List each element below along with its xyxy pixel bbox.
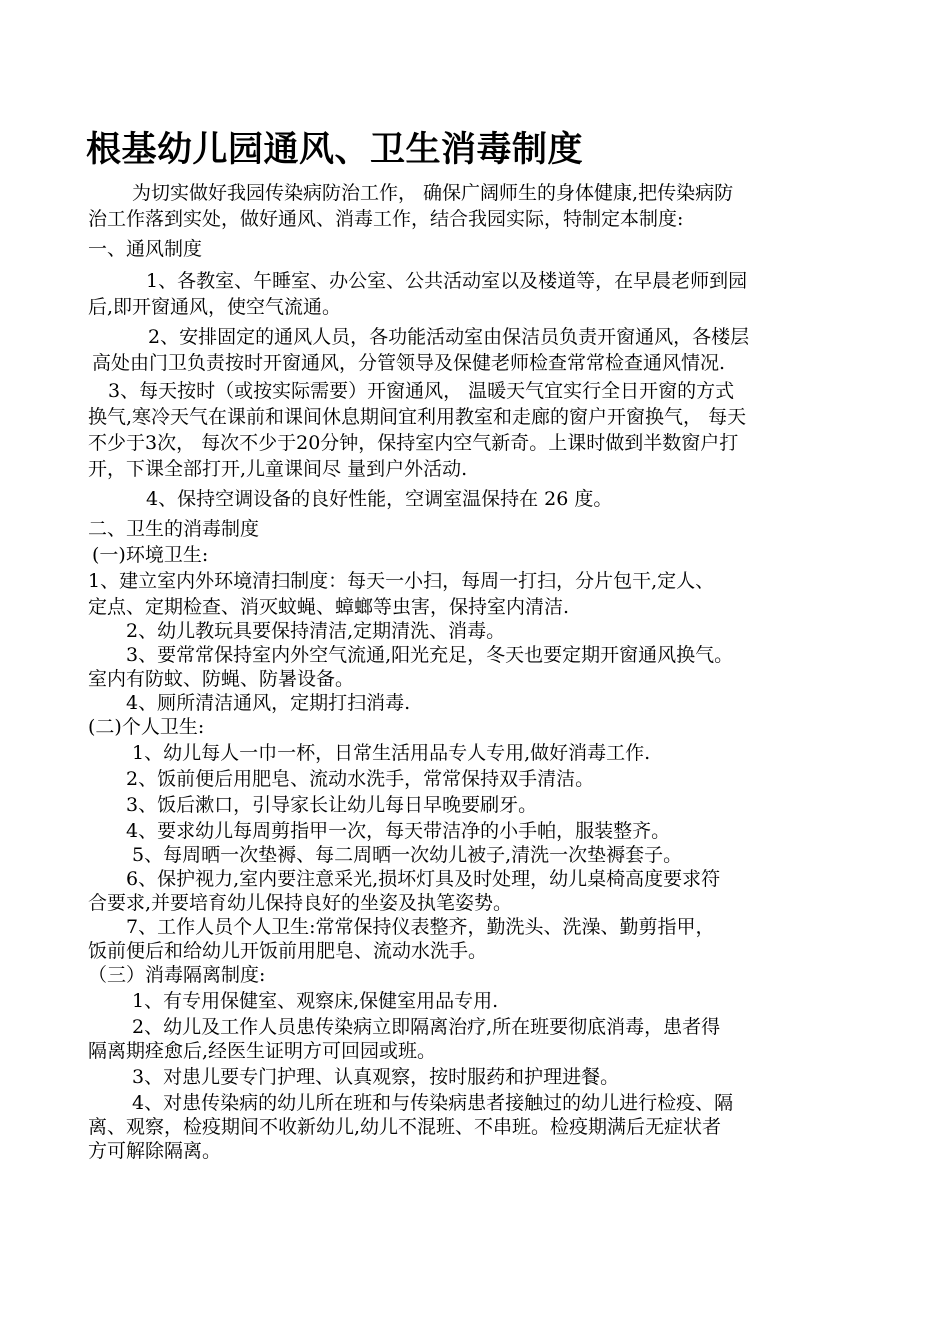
section-heading-ventilation: 一、通风制度 bbox=[88, 238, 203, 260]
subsection-heading-disinfection: （三）消毒隔离制度: bbox=[88, 964, 266, 986]
section-heading-hygiene: 二、卫生的消毒制度 bbox=[88, 518, 260, 540]
disinfection-item-4-line-1: 4、对患传染病的幼儿所在班和与传染病患者接触过的幼儿进行检疫、隔 bbox=[132, 1092, 734, 1114]
ventilation-item-3-line-2: 换气,寒冷天气在课前和课间休息期间宜利用教室和走廊的窗户开窗换气， 每天 bbox=[88, 406, 747, 428]
subsection-heading-environment: (一)环境卫生: bbox=[92, 544, 209, 566]
ventilation-item-3-line-4: 开，下课全部打开,儿童课间尽 量到户外活动. bbox=[88, 458, 468, 480]
disinfection-item-2-line-1: 2、幼儿及工作人员患传染病立即隔离治疗,所在班要彻底消毒，患者得 bbox=[132, 1016, 721, 1038]
environment-item-4: 4、厕所清洁通风，定期打扫消毒. bbox=[126, 692, 411, 714]
environment-item-2: 2、幼儿教玩具要保持清洁,定期清洗、消毒。 bbox=[126, 620, 506, 642]
personal-item-4: 4、要求幼儿每周剪指甲一次，每天带洁净的小手帕，服装整齐。 bbox=[126, 820, 671, 842]
disinfection-item-4-line-2: 离、观察，检疫期间不收新幼儿,幼儿不混班、不串班。检疫期满后无症状者 bbox=[88, 1116, 722, 1138]
ventilation-item-2-line-1: 2、安排固定的通风人员，各功能活动室由保洁员负责开窗通风，各楼层 bbox=[148, 326, 750, 348]
environment-item-3-line-1: 3、要常常保持室内外空气流通,阳光充足，冬天也要定期开窗通风换气。 bbox=[126, 644, 734, 666]
ventilation-item-3-line-1: 3、每天按时（或按实际需要）开窗通风， 温暖天气宜实行全日开窗的方式 bbox=[108, 380, 735, 402]
environment-item-1-line-2: 定点、定期检查、消灭蚊蝇、蟑螂等虫害，保持室内清洁. bbox=[88, 596, 570, 618]
subsection-heading-personal: (二)个人卫生: bbox=[88, 716, 205, 738]
disinfection-item-1: 1、有专用保健室、观察床,保健室用品专用. bbox=[132, 990, 499, 1012]
personal-item-6-line-2: 合要求,并要培育幼儿保持良好的坐姿及执笔姿势。 bbox=[88, 892, 513, 914]
personal-item-6-line-1: 6、保护视力,室内要注意采光,损坏灯具及时处理，幼儿桌椅高度要求符 bbox=[126, 868, 721, 890]
ventilation-item-2-line-2: 高处由门卫负责按时开窗通风，分管领导及保健老师检查常常检查通风情况. bbox=[92, 352, 726, 374]
personal-item-7-line-2: 饭前便后和给幼儿开饭前用肥皂、流动水洗手。 bbox=[88, 940, 488, 962]
ventilation-item-4: 4、保持空调设备的良好性能，空调室温保持在 26 度。 bbox=[146, 488, 613, 510]
disinfection-item-2-line-2: 隔离期痊愈后,经医生证明方可回园或班。 bbox=[88, 1040, 437, 1062]
intro-line-1: 为切实做好我园传染病防治工作， 确保广阔师生的身体健康,把传染病防 bbox=[132, 182, 734, 204]
personal-item-2: 2、饭前便后用肥皂、流动水洗手，常常保持双手清洁。 bbox=[126, 768, 595, 790]
disinfection-item-3: 3、对患儿要专门护理、认真观察，按时服药和护理进餐。 bbox=[132, 1066, 620, 1088]
ventilation-item-3-line-3: 不少于3次， 每次不少于20分钟，保持室内空气新奇。上课时做到半数窗户打 bbox=[88, 432, 739, 454]
ventilation-item-1-line-2: 后,即开窗通风，使空气流通。 bbox=[88, 296, 342, 318]
ventilation-item-1-line-1: 1、各教室、午睡室、办公室、公共活动室以及楼道等，在早晨老师到园 bbox=[146, 270, 748, 292]
document-title: 根基幼儿园通风、卫生消毒制度 bbox=[86, 130, 584, 170]
personal-item-7-line-1: 7、工作人员个人卫生:常常保持仪表整齐，勤洗头、洗澡、勤剪指甲， bbox=[126, 916, 715, 938]
personal-item-5: 5、每周晒一次垫褥、每二周晒一次幼儿被子,清洗一次垫褥套子。 bbox=[132, 844, 683, 866]
environment-item-1-line-1: 1、建立室内外环境清扫制度：每天一小扫，每周一打扫，分片包干,定人、 bbox=[88, 570, 715, 592]
disinfection-item-4-line-3: 方可解除隔离。 bbox=[88, 1140, 222, 1162]
personal-item-1: 1、幼儿每人一巾一杯，日常生活用品专人专用,做好消毒工作. bbox=[132, 742, 651, 764]
personal-item-3: 3、饭后漱口，引导家长让幼儿每日早晚要刷牙。 bbox=[126, 794, 538, 816]
intro-line-2: 治工作落到实处，做好通风、消毒工作，结合我园实际，特制定本制度: bbox=[88, 208, 684, 230]
environment-item-3-line-2: 室内有防蚊、防蝇、防暑设备。 bbox=[88, 668, 355, 690]
